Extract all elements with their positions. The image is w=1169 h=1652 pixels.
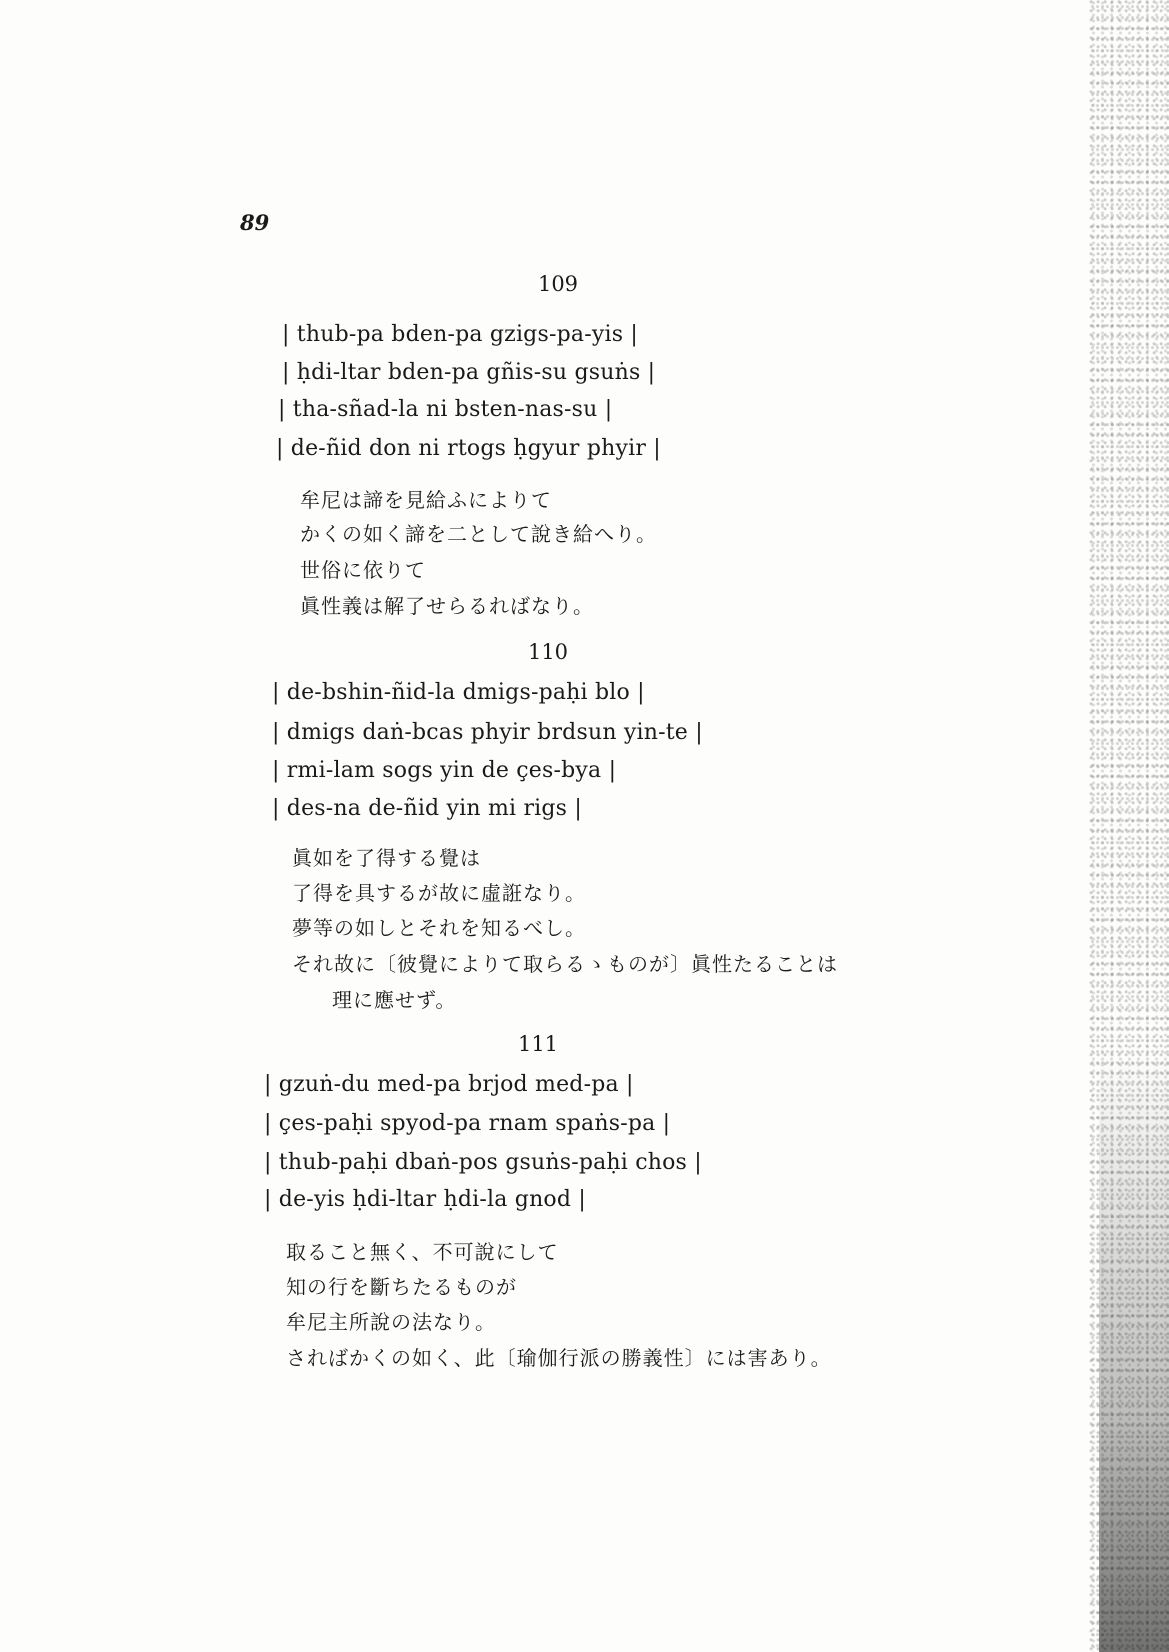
- tibetan-verse-line: | dmigs daṅ-bcas phyir brdsun yin-te |: [272, 720, 703, 745]
- section-number-111: 111: [517, 1032, 559, 1056]
- japanese-translation-line: 取ること無く、不可說にして: [286, 1240, 559, 1264]
- tibetan-verse-line: | de-bshin-ñid-la dmigs-paḥi blo |: [272, 680, 645, 705]
- tibetan-verse-line: | ḥdi-ltar bden-pa gñis-su gsuṅs |: [282, 360, 656, 385]
- japanese-translation-line: 知の行を斷ちたるものが: [286, 1275, 517, 1299]
- japanese-translation-line: 眞如を了得する覺は: [292, 846, 481, 870]
- tibetan-verse-line: | thub-pa bden-pa gzigs-pa-yis |: [282, 322, 638, 347]
- tibetan-verse-line: | thub-paḥi dbaṅ-pos gsuṅs-paḥi chos |: [264, 1150, 702, 1175]
- page-number: 89: [240, 210, 270, 235]
- japanese-translation-line: 牟尼は諦を見給ふによりて: [300, 488, 552, 512]
- japanese-translation-line: 了得を具するが故に虛誑なり。: [292, 881, 586, 905]
- japanese-translation-line: 眞性義は解了せらるればなり。: [300, 594, 594, 618]
- japanese-translation-line: 世俗に依りて: [300, 558, 426, 582]
- tibetan-verse-line: | çes-paḥi spyod-pa rnam spaṅs-pa |: [264, 1111, 671, 1136]
- japanese-translation-line: 理に應せず。: [332, 988, 457, 1012]
- tibetan-verse-line: | de-yis ḥdi-ltar ḥdi-la gnod |: [264, 1187, 586, 1212]
- japanese-translation-line: さればかくの如く、此〔瑜伽行派の勝義性〕には害あり。: [286, 1346, 832, 1370]
- japanese-translation-line: それ故に〔彼覺によりて取らるゝものが〕眞性たることは: [292, 952, 838, 976]
- tibetan-verse-line: | tha-sñad-la ni bsten-nas-su |: [278, 397, 613, 422]
- scan-edge-shadow: [1099, 1052, 1169, 1652]
- section-number-109: 109: [537, 272, 579, 296]
- japanese-translation-line: 牟尼主所說の法なり。: [286, 1310, 496, 1334]
- japanese-translation-line: 夢等の如しとそれを知るべし。: [292, 916, 586, 940]
- tibetan-verse-line: | de-ñid don ni rtogs ḥgyur phyir |: [276, 436, 661, 461]
- tibetan-verse-line: | gzuṅ-du med-pa brjod med-pa |: [264, 1072, 634, 1097]
- section-number-110: 110: [527, 640, 569, 664]
- japanese-translation-line: かくの如く諦を二として說き給へり。: [300, 522, 657, 546]
- tibetan-verse-line: | rmi-lam sogs yin de çes-bya |: [272, 758, 617, 783]
- tibetan-verse-line: | des-na de-ñid yin mi rigs |: [272, 796, 582, 821]
